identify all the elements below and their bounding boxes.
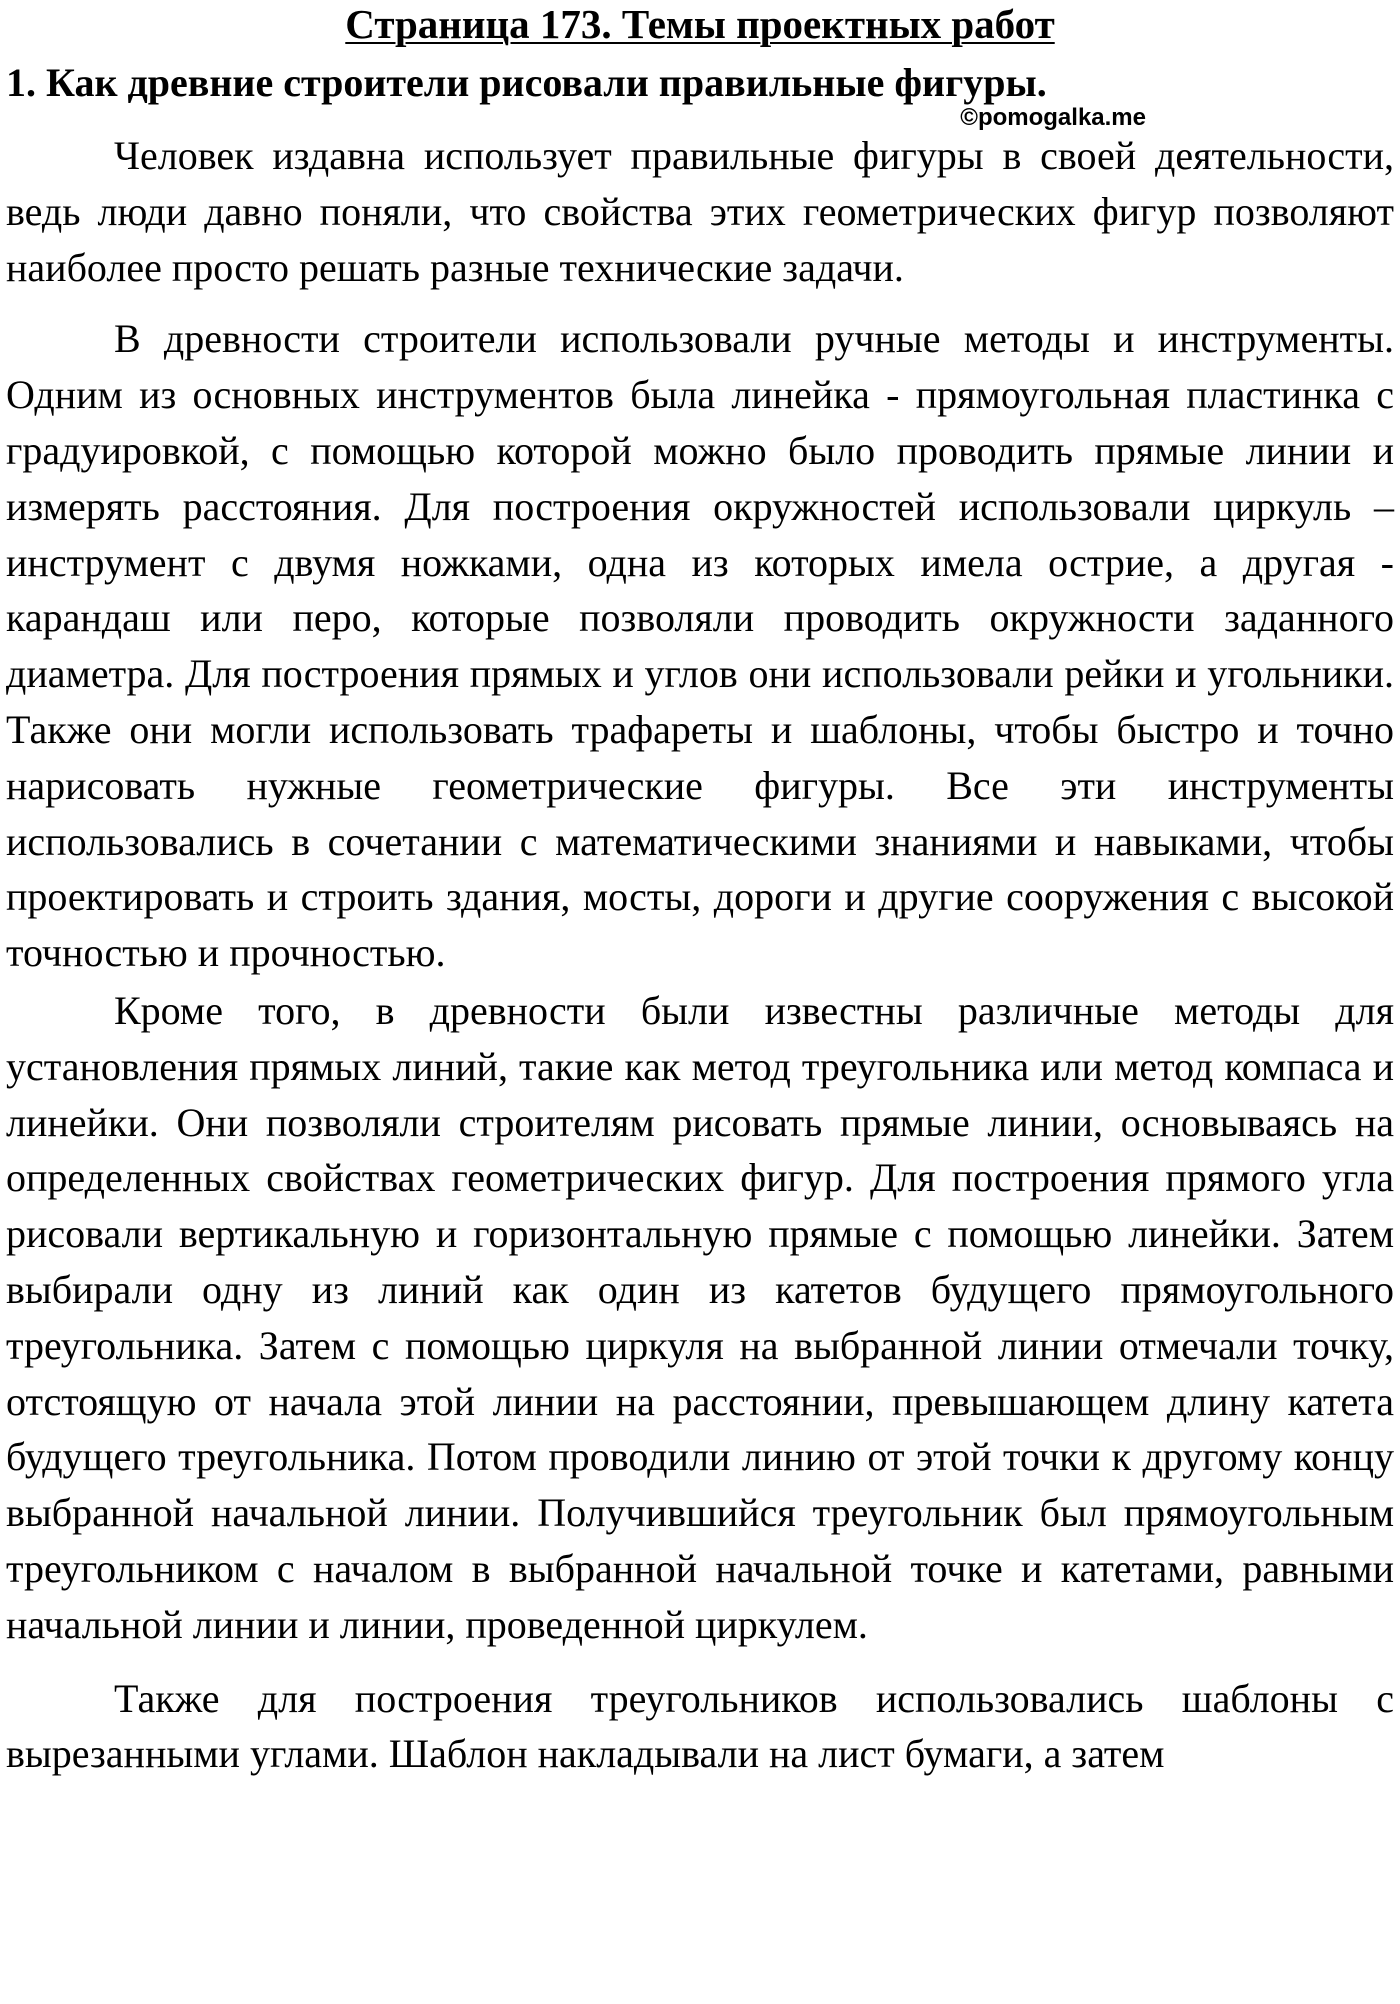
page-title — [6, 0, 1394, 46]
section-heading: 1. Как древние строители рисовали правильные фигуры. — [6, 60, 1047, 105]
paragraph-4: Также для построения треугольников использовались шаблоны с вырезанными углами. Шаблон накладывали на лист бумаги, а затем — [6, 1675, 1394, 1777]
paragraph-1: Человек издавна использует правильные фигуры в своей деятельности, ведь люди давно поняли, что свойства этих геометрических фигур позволяют наиболее просто решать разные технические задачи. — [6, 133, 1394, 290]
page-title-text: Страница 173. Темы проектных работ — [345, 1, 1055, 47]
paragraph-2: В древности строители использовали ручные методы и инструменты. Одним из основных инструментов была линейка - прямоугольная пластинка с градуировкой, с помощью которой можно было проводить прямые линии и измерять расстояния. Для построения окружностей использовали циркуль – инструмент с двумя ножками, одна из которых имела острие, а другая - карандаш или перо, которые позволяли проводить окружности заданного диаметра. Для построения прямых и углов они использовали рейки и угольники. Также они могли использовать трафареты и шаблоны, чтобы быстро и точно нарисовать нужные геометрические фигуры. Все эти инструменты использовались в сочетании с математическими знаниями и навыками, чтобы проектировать и строить здания, мосты, дороги и другие сооружения с высокой точностью и прочностью. — [6, 316, 1394, 976]
watermark: ©pomogalka.me — [960, 104, 1146, 131]
paragraph-3: Кроме того, в древности были известны различные методы для установления прямых линий, такие как метод треугольника или метод компаса и линейки. Они позволяли строителям рисовать прямые линии, основываясь на определенных свойствах геометрических фигур. Для построения прямого угла рисовали вертикальную и горизонтальную прямые с помощью линейки. Затем выбирали одну из линий как один из катетов будущего прямоугольного треугольника. Затем с помощью циркуля на выбранной линии отмечали точку, отстоящую от начала этой линии на расстоянии, превышающем длину катета будущего треугольника. Потом проводили линию от этой точки к другому концу выбранной начальной линии. Получившийся треугольник был прямоугольным треугольником с началом в выбранной начальной точке и катетами, равными начальной линии и линии, проведенной циркулем. — [6, 987, 1394, 1647]
document-page — [6, 0, 1394, 1782]
